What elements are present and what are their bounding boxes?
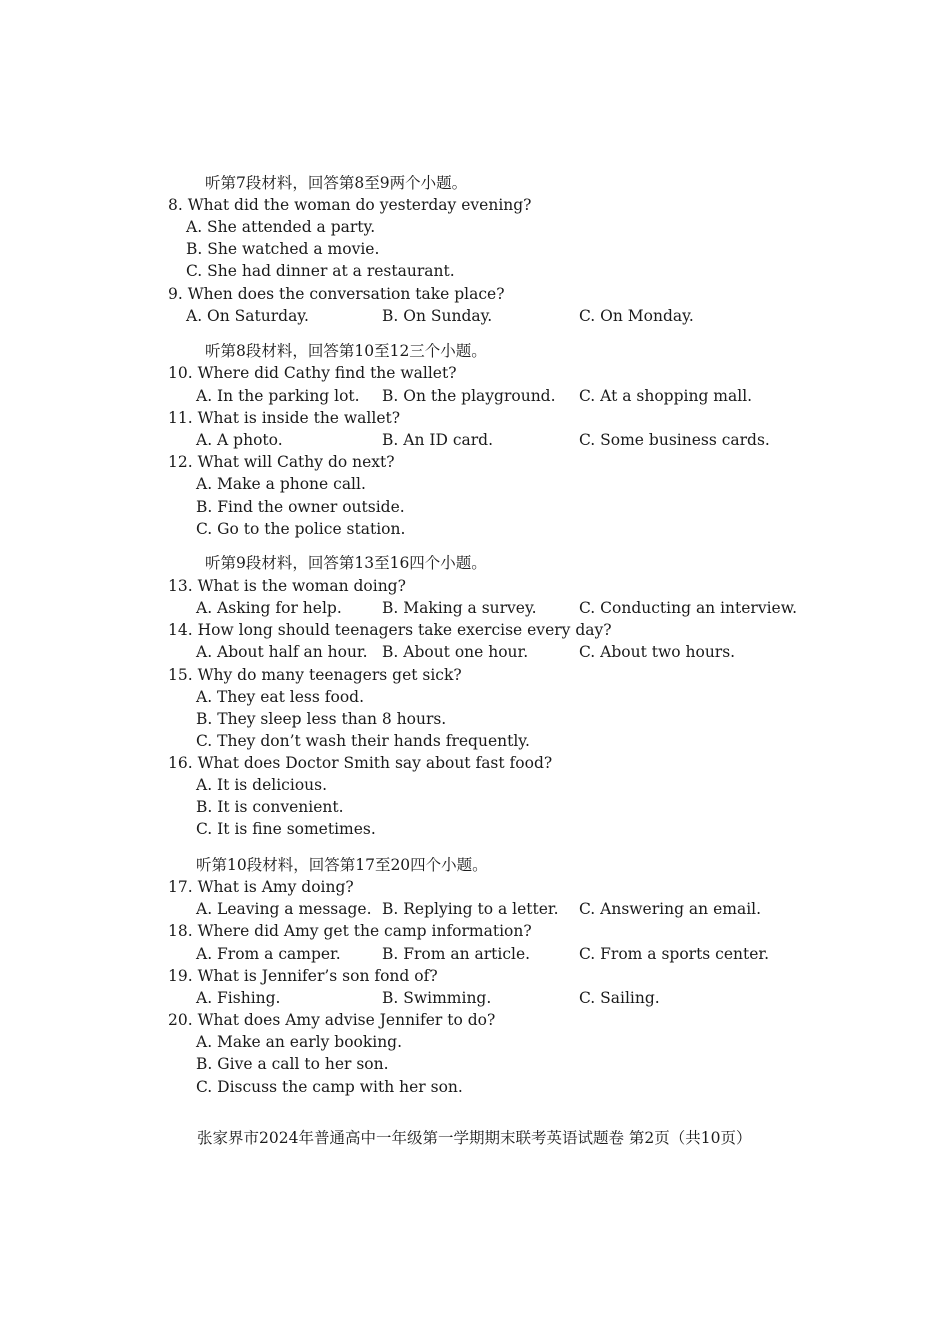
option-19c: C. Sailing.	[579, 989, 660, 1007]
footer-text: 张家界市2024年普通高中一年级第一学期期末联考英语试题卷 第2页（共10页）	[197, 1129, 752, 1147]
section-header	[0, 340, 950, 362]
option-15c: C. They don’t wash their hands frequently.	[196, 732, 530, 750]
option-17b: B. Replying to a letter.	[382, 900, 559, 918]
section-header-text: 听第9段材料，回答第13至16四个小题。	[205, 554, 487, 572]
option-17a: A. Leaving a message.	[196, 900, 372, 918]
option-13a: A. Asking for help.	[196, 599, 342, 617]
question-17: 17. What is Amy doing?	[168, 878, 354, 896]
option-14b: B. About one hour.	[382, 643, 529, 661]
option-18a: A. From a camper.	[196, 945, 341, 963]
option-20c: C. Discuss the camp with her son.	[196, 1078, 463, 1096]
option-16a: A. It is delicious.	[196, 776, 328, 794]
section-header	[0, 172, 950, 194]
option-9a: A. On Saturday.	[186, 307, 309, 325]
option-13c: C. Conducting an interview.	[579, 599, 798, 617]
option-15b: B. They sleep less than 8 hours.	[196, 710, 447, 728]
question-9: 9. When does the conversation take place?	[168, 285, 505, 303]
option-10a: A. In the parking lot.	[196, 387, 360, 405]
option-17c: C. Answering an email.	[579, 900, 762, 918]
section-header	[0, 552, 950, 574]
option-9c: C. On Monday.	[579, 307, 694, 325]
option-8c: C. She had dinner at a restaurant.	[186, 262, 455, 280]
option-18b: B. From an article.	[382, 945, 531, 963]
option-13b: B. Making a survey.	[382, 599, 537, 617]
question-11: 11. What is inside the wallet?	[168, 409, 401, 427]
option-11c: C. Some business cards.	[579, 431, 770, 449]
option-15a: A. They eat less food.	[196, 688, 365, 706]
question-18: 18. Where did Amy get the camp information?	[168, 922, 532, 940]
option-20a: A. Make an early booking.	[196, 1033, 403, 1051]
question-14: 14. How long should teenagers take exercise every day?	[168, 621, 612, 639]
option-20b: B. Give a call to her son.	[196, 1055, 389, 1073]
option-12a: A. Make a phone call.	[196, 475, 366, 493]
question-16: 16. What does Doctor Smith say about fast food?	[168, 754, 553, 772]
option-16b: B. It is convenient.	[196, 798, 344, 816]
question-13: 13. What is the woman doing?	[168, 577, 406, 595]
option-14c: C. About two hours.	[579, 643, 736, 661]
question-12: 12. What will Cathy do next?	[168, 453, 395, 471]
section-header-text: 听第10段材料，回答第17至20四个小题。	[196, 856, 488, 874]
question-15: 15. Why do many teenagers get sick?	[168, 666, 462, 684]
section-header-text: 听第8段材料，回答第10至12三个小题。	[205, 342, 487, 360]
option-8a: A. She attended a party.	[186, 218, 376, 236]
option-10c: C. At a shopping mall.	[579, 387, 753, 405]
option-9b: B. On Sunday.	[382, 307, 493, 325]
option-19b: B. Swimming.	[382, 989, 492, 1007]
option-12b: B. Find the owner outside.	[196, 498, 405, 516]
page-footer	[0, 1126, 950, 1150]
option-16c: C. It is fine sometimes.	[196, 820, 376, 838]
option-19a: A. Fishing.	[196, 989, 281, 1007]
option-18c: C. From a sports center.	[579, 945, 770, 963]
option-14a: A. About half an hour.	[196, 643, 368, 661]
question-20: 20. What does Amy advise Jennifer to do?	[168, 1011, 496, 1029]
question-19: 19. What is Jennifer’s son fond of?	[168, 967, 438, 985]
question-10: 10. Where did Cathy find the wallet?	[168, 364, 457, 382]
option-8b: B. She watched a movie.	[186, 240, 380, 258]
option-11a: A. A photo.	[196, 431, 283, 449]
option-11b: B. An ID card.	[382, 431, 494, 449]
question-8: 8. What did the woman do yesterday evening?	[168, 196, 532, 214]
section-header	[0, 854, 950, 876]
option-12c: C. Go to the police station.	[196, 520, 406, 538]
section-header-text: 听第7段材料，回答第8至9两个小题。	[205, 174, 468, 192]
option-10b: B. On the playground.	[382, 387, 556, 405]
